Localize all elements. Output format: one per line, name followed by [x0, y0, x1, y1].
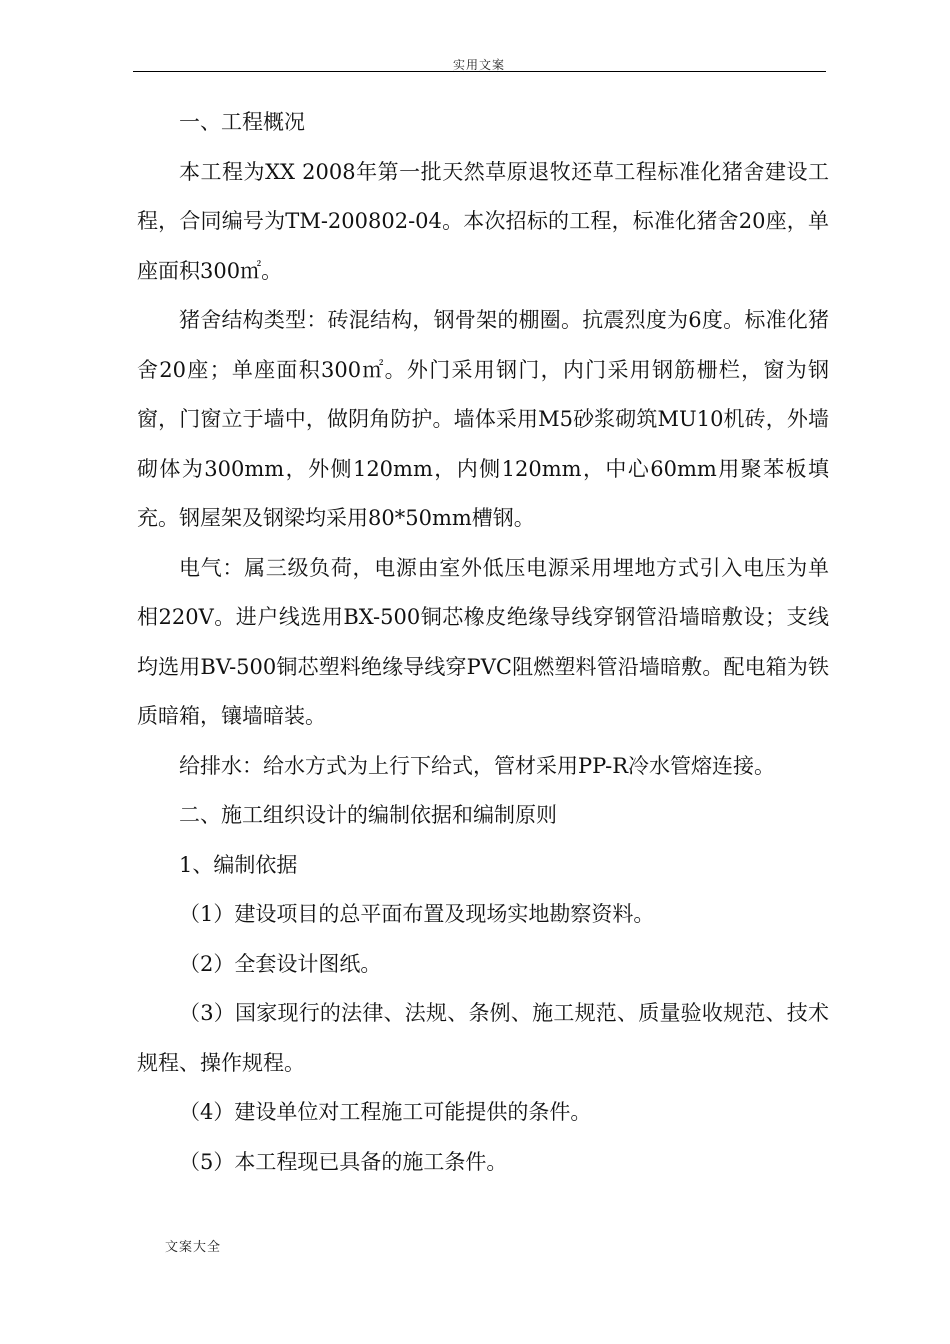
paragraph-plumbing: 给排水：给水方式为上行下给式，管材采用PP-R冷水管熔连接。 [179, 753, 776, 778]
header-rule [133, 71, 826, 72]
section-heading-overview: 一、工程概况 [179, 110, 305, 134]
paragraph-project-intro: 本工程为XX 2008年第一批天然草原退牧还草工程标准化猪舍建设工程，合同编号为TM-200802-04。本次招标的工程，标准化猪舍20座，单座面积300㎡。 [137, 159, 829, 283]
page-footer: 文案大全 [165, 1240, 222, 1255]
paragraph-structure: 猪舍结构类型：砖混结构，钢骨架的棚圈。抗震烈度为6度。标准化猪舍20座；单座面积300㎡。外门采用钢门，内门采用钢筋栅栏，窗为钢窗，门窗立于墙中，做阴角防护。墙体采用M5砂浆砌筑MU10机砖，外墙砌体为300mm，外侧120mm，内侧120mm，中心60mm用聚苯板填充。钢屋架及钢梁均采用80*50mm槽钢。 [137, 308, 829, 530]
list-item-basis-2: （2）全套设计图纸。 [179, 951, 382, 976]
list-item-basis-3: （3）国家现行的法律、法规、条例、施工规范、质量验收规范、技术规程、操作规程。 [137, 1001, 829, 1075]
list-item-basis-5: （5）本工程现已具备的施工条件。 [179, 1149, 508, 1174]
page-header: 实用文案 [452, 58, 505, 72]
paragraph-electrical: 电气：属三级负荷，电源由室外低压电源采用埋地方式引入电压为单相220V。进户线选用BX-500铜芯橡皮绝缘导线穿钢管沿墙暗敷设；支线均选用BV-500铜芯塑料绝缘导线穿PVC阻燃塑料管沿墙暗敷。配电箱为铁质暗箱，镶墙暗装。 [137, 555, 829, 728]
document-body [137, 98, 829, 1187]
list-item-basis-1: （1）建设项目的总平面布置及现场实地勘察资料。 [179, 902, 655, 926]
subsection-heading-basis: 1、编制依据 [179, 852, 298, 877]
section-heading-basis: 二、施工组织设计的编制依据和编制原则 [179, 803, 557, 827]
list-item-basis-4: （4）建设单位对工程施工可能提供的条件。 [179, 1100, 592, 1124]
